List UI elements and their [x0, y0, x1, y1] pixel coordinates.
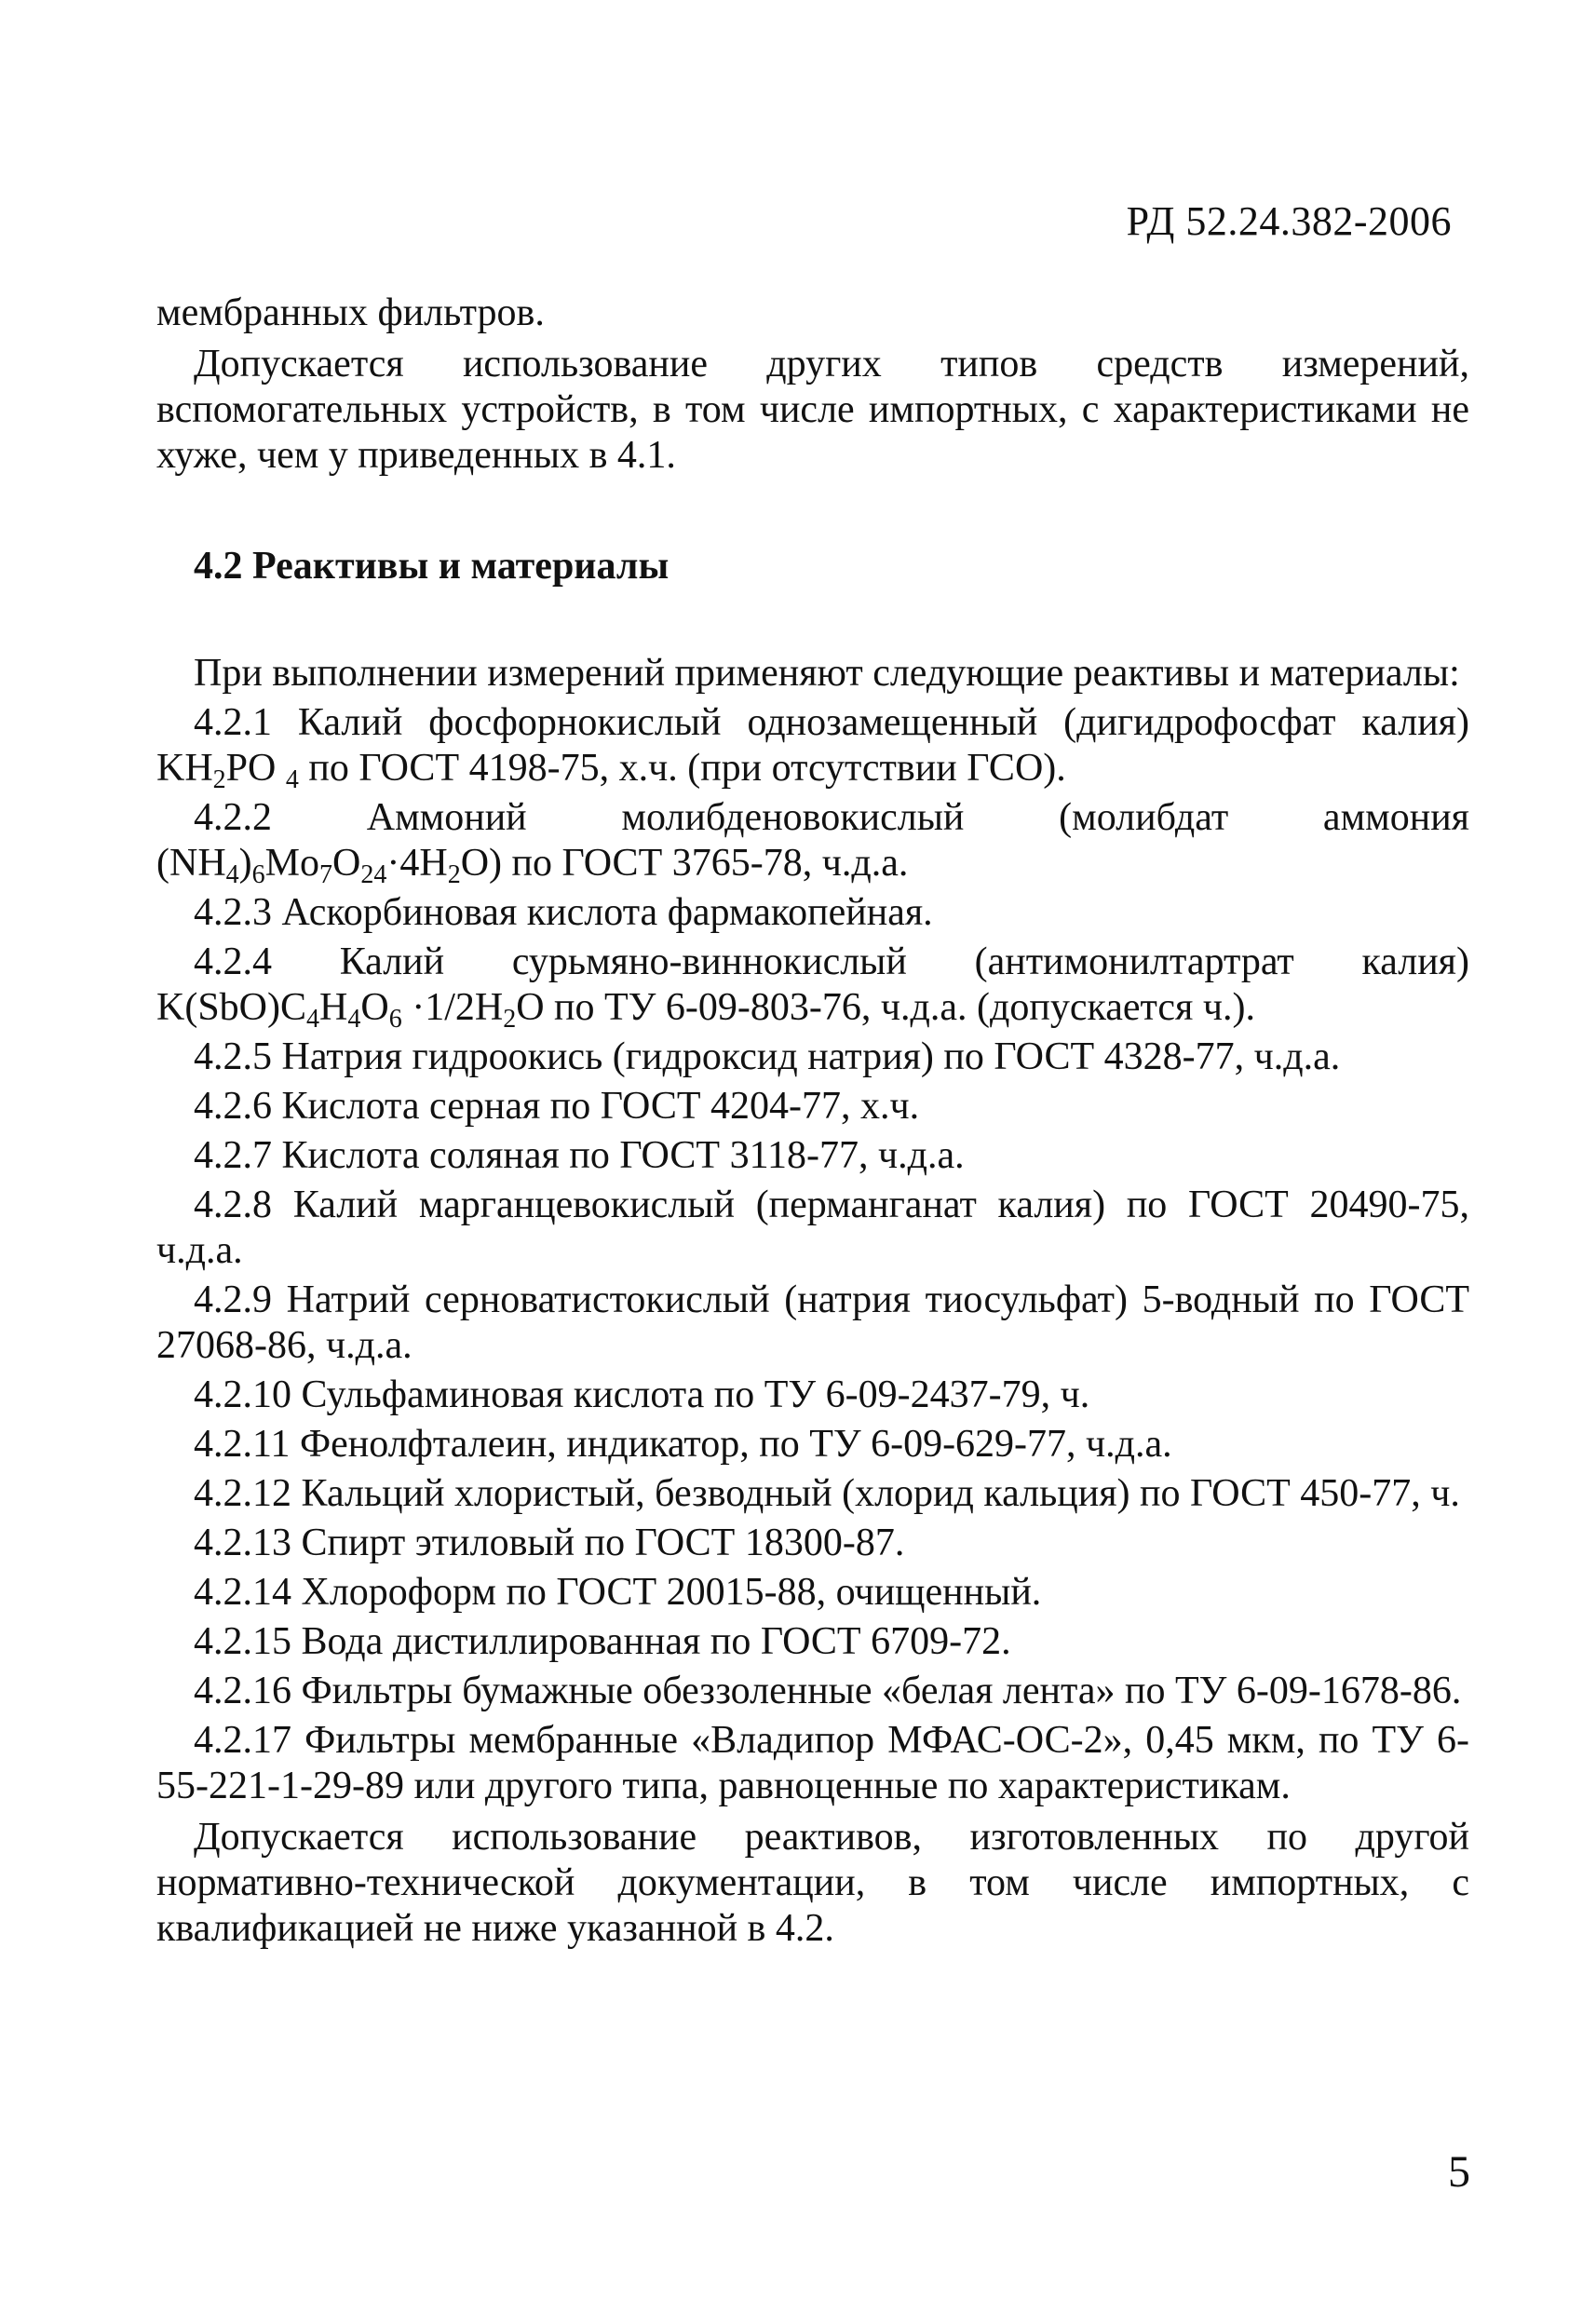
paragraph: Допускается использование других типов средств измерений, вспомогательных устройств, в том числе импортных, с характеристиками не хуже, чем у приведенных в 4.1.	[156, 343, 1469, 477]
list-item: 4.2.7 Кислота соляная по ГОСТ 3118-77, ч.д.а.	[194, 1134, 965, 1177]
list-item: 4.2.5 Натрия гидроокись (гидроксид натрия) по ГОСТ 4328-77, ч.д.а.	[194, 1035, 1341, 1078]
page-number: 5	[1448, 2147, 1470, 2197]
continued-text: мембранных фильтров.	[156, 291, 545, 334]
list-item: 4.2.15 Вода дистиллированная по ГОСТ 6709-72.	[194, 1620, 1011, 1663]
list-item: 4.2.1 Калий фосфорнокислый однозамещенный (дигидрофосфат калия) $KH_2PO$ $_4$ по ГОСТ 4198-75, х.ч. (при отсутствии ГСО).	[156, 701, 1469, 794]
list-item: 4.2.16 Фильтры бумажные обеззоленные «белая лента» по ТУ 6-09-1678-86.	[194, 1670, 1462, 1712]
list-item: 4.2.11 Фенолфталеин, индикатор, по ТУ 6-09-629-77, ч.д.а.	[194, 1423, 1172, 1466]
list-item: 4.2.10 Сульфаминовая кислота по ТУ 6-09-2437-79, ч.	[194, 1373, 1090, 1416]
list-item: 4.2.14 Хлороформ по ГОСТ 20015-88, очищенный.	[194, 1571, 1042, 1614]
list-item: 4.2.2 Аммоний молибденовокислый (молибдат аммония $(NH_4)_6Mo_7O_{24}\cdot 4H_2O$) по ГОСТ 3765-78, ч.д.а.	[156, 796, 1469, 889]
list-item: 4.2.12 Кальций хлористый, безводный (хлорид кальция) по ГОСТ 450-77, ч.	[194, 1472, 1460, 1515]
list-item: 4.2.6 Кислота серная по ГОСТ 4204-77, х.ч.	[194, 1085, 920, 1128]
page-body	[156, 291, 1469, 1952]
list-item: 4.2.3 Аскорбиновая кислота фармакопейная.	[194, 891, 933, 934]
section-heading: 4.2 Реактивы и материалы	[194, 545, 670, 588]
list-item: 4.2.9 Натрий серноватистокислый (натрия тиосульфат) 5-водный по ГОСТ 27068-86, ч.д.а.	[156, 1278, 1469, 1367]
list-item: 4.2.13 Спирт этиловый по ГОСТ 18300-87.	[194, 1522, 905, 1564]
list-item: 4.2.4 Калий сурьмяно-виннокислый (антимонилтартрат калия) $K(SbO)C_4H_4O_6 \cdot 1/2H_2O$ по ТУ 6-09-803-76, ч.д.а. (допускается ч.).	[156, 940, 1469, 1034]
list-item: 4.2.17 Фильтры мембранные «Владипор МФАС-ОС-2», 0,45 мкм, по ТУ 6-55-221-1-29-89 или другого типа, равноценные по характеристикам.	[156, 1719, 1469, 1807]
list-item: 4.2.8 Калий марганцевокислый (перманганат калия) по ГОСТ 20490-75, ч.д.а.	[156, 1184, 1469, 1272]
section-lead: При выполнении измерений применяют следующие реактивы и материалы:	[194, 652, 1460, 695]
closing-paragraph: Допускается использование реактивов, изготовленных по другой нормативно-технической документации, в том числе импортных, с квалификацией не ниже указанной в 4.2.	[156, 1816, 1469, 1950]
document-code: РД 52.24.382-2006	[1126, 198, 1452, 244]
